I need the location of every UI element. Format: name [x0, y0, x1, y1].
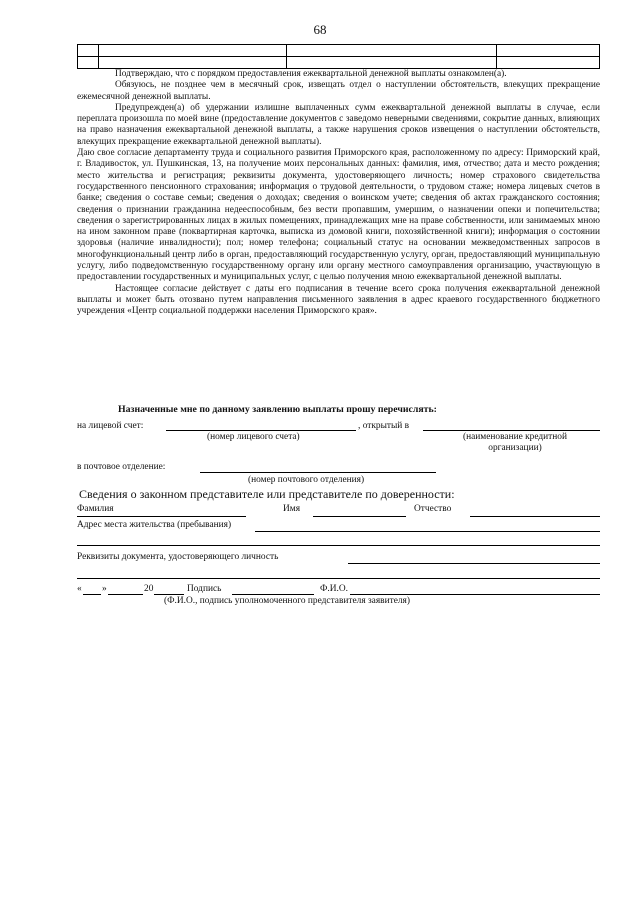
paragraph-validity: Настоящее согласие действует с даты его подписания в течение всего срока получения ежеквартальной денежной выплаты и может быть отозвано путем направления письменного заявления в адрес краевого государственного бюджетного учреждения «Центр социальной поддержки населения Приморского края». [77, 283, 600, 317]
account-label: на лицевой счет: [77, 421, 144, 431]
surname-field[interactable] [77, 516, 246, 517]
table-cell [497, 57, 600, 69]
table-cell [78, 45, 99, 57]
table-cell [287, 45, 497, 57]
paragraph-consent: Даю свое согласие департаменту труда и социального развития Приморского края, расположенному по адресу: Приморский край, г. Владивосток, ул. Пушкинская, 13, на получение моих персональных данных: фамилия, имя, отчество; дата и место рождения; место жительства и регистрация; реквизиты документа, удостоверяющего личность; номер страхового свидетельства государственного пенсионного страхования; информация о трудовой деятельности, о трудовом стаже; номера лицевых счетов в банке; сведения о составе семьи; сведения о доходах; сведения о воинском учете; сведения об актах гражданского состояния; сведения о признании гражданина недееспособным, без вести пропавшим, умершим, о назначении опеки и попечительства; сведения о зарегистрированных лицах в жилых помещениях, принадлежащих мне на праве собственности, или занимаемых мною на ином законном праве (поквартирная карточка, выписка из домовой книги, похозяйственной книги); информация о состоянии здоровья (наличие инвалидности); пол; номер телефона; социальный статус на основании межведомственных запросов в многофункциональный центр либо в орган, предоставляющий государственную услугу, орган, предоставляющий муниципальную услугу, либо подведомственную государственному органу или органу местного самоуправления организацию, участвующую в предоставлении государственных и муниципальных услуг, с целью получения мною ежеквартальной денежной выплаты. [77, 148, 600, 283]
paragraph-acknowledge: Подтверждаю, что с порядком предоставления ежеквартальной денежной выплаты ознакомлен(а). [115, 69, 507, 79]
table-remainder [77, 44, 600, 69]
table-cell [497, 45, 600, 57]
id-document-field[interactable] [348, 563, 600, 564]
address-field[interactable] [255, 531, 600, 532]
signature-label: Подпись [187, 584, 222, 594]
signature-hint: (Ф.И.О., подпись уполномоченного представителя заявителя) [164, 596, 410, 606]
table-row [78, 57, 600, 69]
date-month-field[interactable] [108, 594, 143, 595]
address-field-line-2[interactable] [77, 545, 600, 546]
fio-label: Ф.И.О. [320, 584, 348, 594]
bank-name-field[interactable] [423, 430, 600, 431]
id-document-field-line-2[interactable] [77, 578, 600, 579]
date-year-prefix: 20 [144, 584, 154, 594]
paragraph-obligation: Обязуюсь, не позднее чем в месячный срок, извещать отдел о наступлении обстоятельств, влекущих прекращение ежемесячной денежной выплаты. [77, 80, 600, 102]
payment-heading: Назначенные мне по данному заявлению выплаты прошу перечислять: [118, 404, 437, 415]
post-office-field[interactable] [200, 472, 436, 473]
date-quote-open: « [77, 584, 82, 594]
account-number-field[interactable] [166, 430, 356, 431]
surname-label: Фамилия [77, 504, 114, 514]
account-number-hint: (номер лицевого счета) [207, 432, 300, 442]
fio-field[interactable] [350, 594, 600, 595]
post-office-hint: (номер почтового отделения) [248, 475, 365, 485]
page-number: 68 [313, 22, 327, 37]
date-year-field[interactable] [154, 594, 184, 595]
representative-heading: Сведения о законном представителе или представителе по доверенности: [79, 487, 455, 501]
name-label: Имя [283, 504, 301, 514]
address-label: Адрес места жительства (пребывания) [77, 520, 232, 530]
paragraph-warning: Предупрежден(а) об удержании излишне выплаченных сумм ежеквартальной денежной выплаты в случае, если переплата произошла по моей вине (предоставление документов с заведомо неверными сведениями, сокрытие данных, влияющих на право назначения ежеквартальной денежной выплаты, а также нарушения сроков извещения о наступлении обстоятельств, влекущих прекращение ежеквартальной денежной выплаты). [77, 102, 600, 147]
table-cell [99, 57, 287, 69]
table-cell [78, 57, 99, 69]
date-day-field[interactable] [83, 594, 101, 595]
bank-name-hint: (наименование кредитной организации) [462, 432, 567, 453]
post-office-label: в почтовое отделение: [77, 462, 166, 472]
consent-text [77, 69, 600, 318]
table-cell [287, 57, 497, 69]
signature-field[interactable] [232, 594, 314, 595]
opened-in-label: , открытый в [358, 421, 410, 431]
table-row [78, 45, 600, 57]
name-field[interactable] [313, 516, 406, 517]
patronymic-field[interactable] [470, 516, 600, 517]
patronymic-label: Отчество [414, 504, 452, 514]
id-document-label: Реквизиты документа, удостоверяющего личность [77, 552, 279, 562]
table-cell [99, 45, 287, 57]
date-quote-close: » [102, 584, 107, 594]
